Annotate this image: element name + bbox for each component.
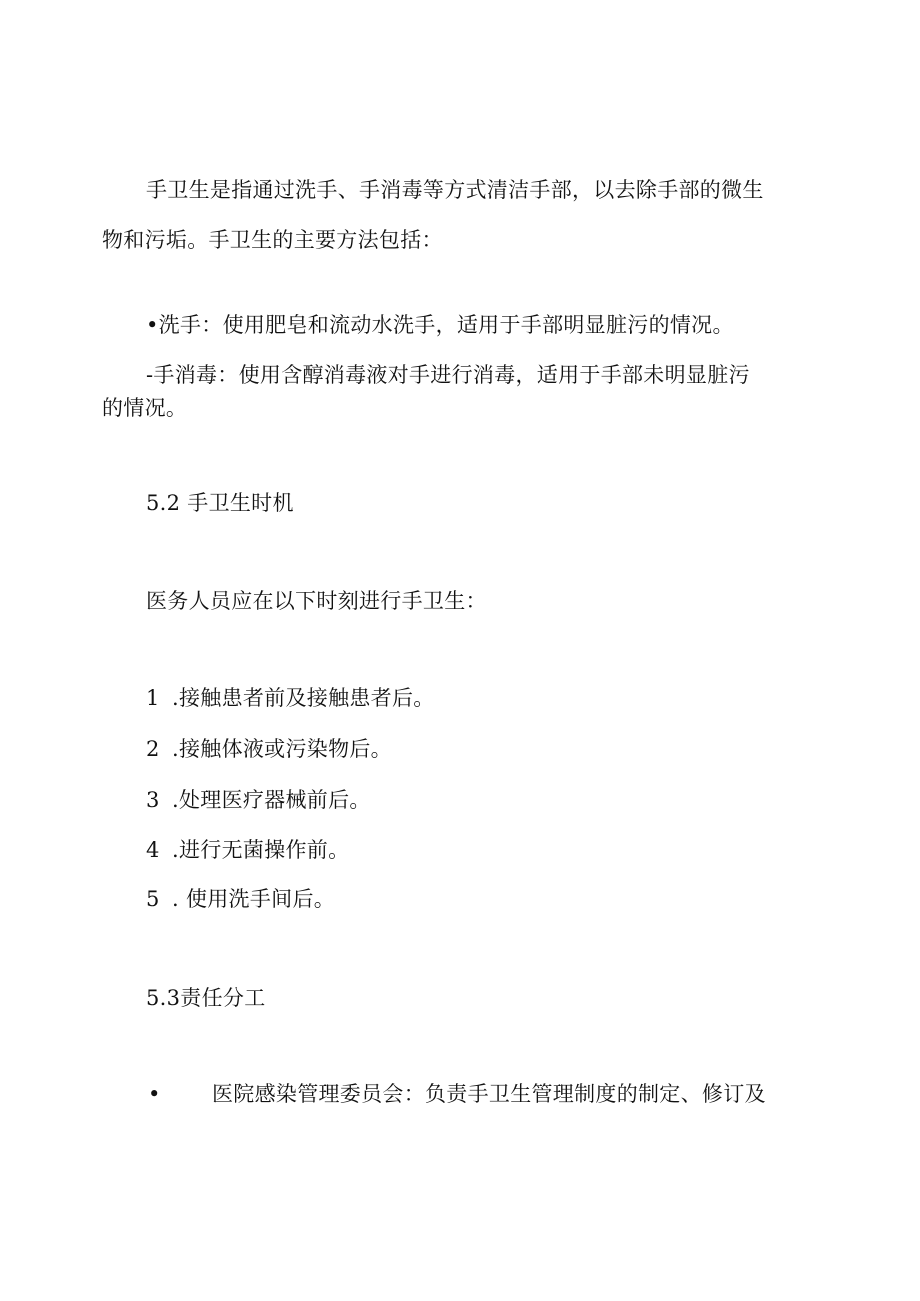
list-item-number: 4 (146, 838, 160, 862)
list-item (146, 684, 435, 712)
list-item-text: .处理医疗器械前后。 (172, 788, 371, 812)
list-item (146, 836, 349, 864)
method-hand-disinfection-line-2: 的情况。 (102, 396, 188, 420)
list-item (146, 735, 392, 763)
list-item-number: 5 (146, 887, 160, 911)
intro-paragraph-line-1: 手卫生是指通过洗手、手消毒等方式清洁手部，以去除手部的微生 (146, 178, 764, 202)
responsibility-item-1: 医院感染管理委员会：负责手卫生管理制度的制定、修订及 (212, 1082, 766, 1106)
list-item (146, 885, 335, 913)
list-item-number: 3 (146, 788, 160, 812)
intro-paragraph-line-2: 物和污垢。手卫生的主要方法包括： (102, 228, 443, 252)
list-item-text: .进行无菌操作前。 (172, 838, 350, 862)
section-5-2-lead: 医务人员应在以下时刻进行手卫生： (146, 589, 487, 613)
list-item-text: . 使用洗手间后。 (172, 887, 336, 911)
section-5-3-heading: 5.3责任分工 (146, 986, 266, 1010)
list-item-number: 2 (146, 737, 160, 761)
list-item-text: .接触体液或污染物后。 (172, 737, 392, 761)
method-hand-washing: •洗手：使用肥皂和流动水洗手，适用于手部明显脏污的情况。 (146, 313, 734, 337)
section-5-2-heading: 5.2 手卫生时机 (146, 491, 294, 515)
list-item (146, 786, 371, 814)
bullet-marker: • (148, 1082, 161, 1106)
method-hand-disinfection-line-1: -手消毒：使用含醇消毒液对手进行消毒，适用于手部未明显脏污 (146, 363, 750, 387)
list-item-text: .接触患者前及接触患者后。 (172, 686, 435, 710)
list-item-number: 1 (146, 686, 160, 710)
